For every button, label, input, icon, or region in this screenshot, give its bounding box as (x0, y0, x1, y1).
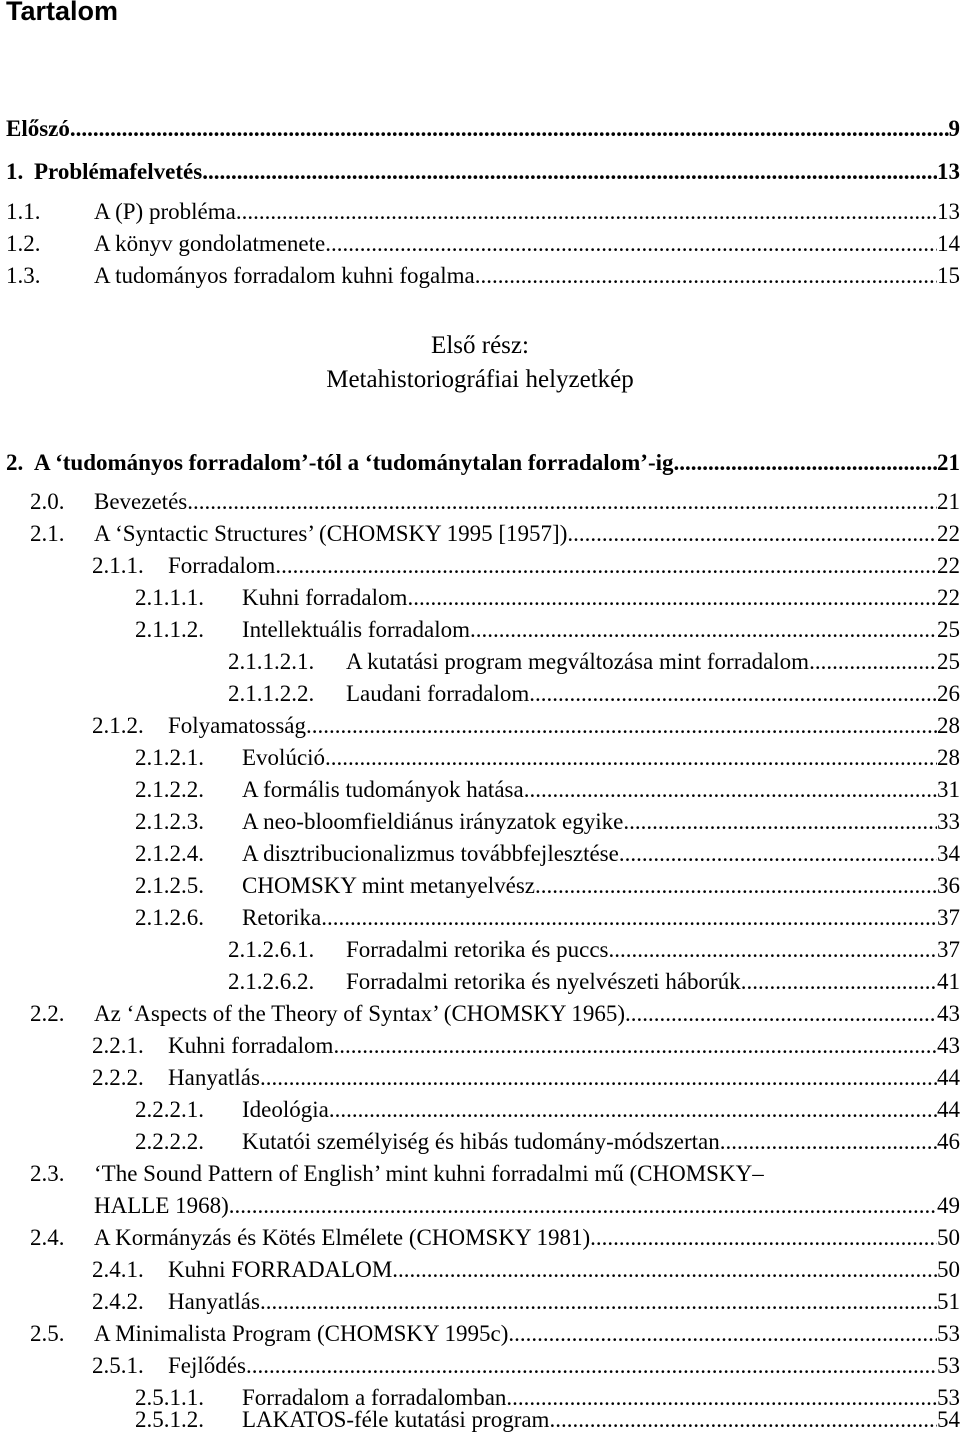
toc-entry-page: 21 (937, 450, 960, 475)
toc-entry[interactable] (135, 617, 960, 645)
toc-leader (70, 116, 949, 142)
toc-entry-page: 44 (937, 1097, 960, 1122)
toc-leader (623, 809, 937, 835)
toc-leader (529, 681, 937, 707)
toc-entry-page: 34 (937, 841, 960, 866)
part-title-line1: Első rész: (431, 332, 529, 359)
toc-leader (407, 585, 937, 611)
toc-entry-page: 53 (937, 1385, 960, 1410)
toc-entry-title: Bevezetés (94, 489, 188, 514)
toc-entry-number: 2.4.2. (92, 1289, 144, 1314)
toc-entry-number: 2.5.1.2. (135, 1407, 204, 1432)
toc-entry[interactable] (6, 199, 960, 227)
toc-entry-page: 28 (937, 745, 960, 770)
toc-entry[interactable] (135, 585, 960, 613)
toc-entry[interactable] (30, 1225, 960, 1253)
toc-entry-number: 2.2.2.1. (135, 1097, 204, 1122)
toc-entry-title: A (P) probléma (94, 199, 236, 224)
toc-entry-number: 2.4.1. (92, 1257, 144, 1282)
toc-entry-title: A Kormányzás és Kötés Elmélete (CHOMSKY 1981) (94, 1225, 591, 1250)
toc-leader (306, 713, 937, 739)
toc-entry-title: A Minimalista Program (CHOMSKY 1995c) (94, 1321, 509, 1346)
toc-entry-page: 53 (937, 1321, 960, 1346)
toc-entry-number: 2.1.2.6.1. (228, 937, 315, 962)
toc-entry-page: 25 (937, 649, 960, 674)
toc-entry-number: 1.3. (6, 263, 41, 288)
toc-entry-title: Forradalmi retorika és nyelvészeti háborúk (346, 969, 741, 994)
toc-entry[interactable] (92, 1353, 960, 1381)
toc-entry-number: 2.1. (30, 521, 65, 546)
toc-entry[interactable] (30, 489, 960, 517)
toc-entry-number: 2.2.1. (92, 1033, 144, 1058)
toc-leader (535, 873, 937, 899)
toc-entry-title: Kutatói személyiség és hibás tudomány-módszertan (242, 1129, 720, 1154)
toc-entry-page: 54 (937, 1407, 960, 1432)
toc-entry[interactable] (92, 1257, 960, 1285)
toc-entry-page: 22 (937, 553, 960, 578)
toc-heading: Tartalom (6, 0, 119, 26)
toc-leader (741, 969, 937, 995)
toc-leader (392, 1257, 937, 1283)
toc-entry-number: 2.0. (30, 489, 65, 514)
toc-leader (609, 937, 938, 963)
toc-entry[interactable] (30, 521, 960, 549)
toc-entry-number: 1.2. (6, 231, 41, 256)
toc-entry-number: 2. (6, 450, 24, 475)
toc-entry-page: 9 (948, 116, 960, 141)
toc-entry[interactable] (92, 553, 960, 581)
toc-entry-page: 37 (937, 937, 960, 962)
toc-entry[interactable] (228, 937, 960, 965)
toc-entry-page: 50 (937, 1257, 960, 1282)
toc-leader (720, 1129, 937, 1155)
toc-entry-number: 2.1.1.2. (135, 617, 204, 642)
toc-entry[interactable] (135, 873, 960, 901)
toc-entry-title: A ‘tudományos forradalom’-tól a ‘tudománytalan forradalom’-ig (34, 450, 674, 475)
toc-entry-title: Fejlődés (168, 1353, 246, 1378)
toc-entry-title: Kuhni forradalom (242, 585, 408, 610)
toc-entry-number: 2.1.2.3. (135, 809, 204, 834)
toc-leader (246, 1353, 937, 1379)
toc-leader (619, 841, 937, 867)
toc-entry-number: 2.1.2.5. (135, 873, 204, 898)
toc-entry-number: 2.5.1. (92, 1353, 144, 1378)
toc-entry-number: 2.1.1.2.1. (228, 649, 315, 674)
toc-entry[interactable] (228, 969, 960, 997)
toc-entry[interactable] (6, 159, 960, 187)
toc-entry-title: CHOMSKY mint metanyelvész (242, 873, 536, 898)
toc-entry-page: 33 (937, 809, 960, 834)
toc-entry-number: 2.1.1.1. (135, 585, 204, 610)
toc-entry-title: Folyamatosság (168, 713, 306, 738)
toc-entry[interactable] (6, 116, 960, 144)
toc-leader (229, 1193, 937, 1219)
toc-leader (590, 1225, 937, 1251)
toc-entry-number: 1.1. (6, 199, 41, 224)
toc-entry-title: Forradalom a forradalomban (242, 1385, 507, 1410)
toc-leader (236, 199, 937, 225)
toc-entry-number: 2.1.1.2.2. (228, 681, 315, 706)
toc-entry[interactable] (6, 263, 960, 291)
toc-entry[interactable] (135, 1097, 960, 1125)
toc-entry-page: 37 (937, 905, 960, 930)
toc-entry-number: 1. (6, 159, 24, 184)
toc-entry-page: 13 (937, 159, 960, 184)
toc-entry-page: 51 (937, 1289, 960, 1314)
toc-leader (625, 1001, 937, 1027)
toc-entry-page: 28 (937, 713, 960, 738)
toc-entry-title: A formális tudományok hatása (242, 777, 524, 802)
toc-entry-number: 2.1.2. (92, 713, 144, 738)
toc-leader (260, 1065, 937, 1091)
toc-entry[interactable] (135, 745, 960, 773)
toc-leader (524, 777, 937, 803)
toc-leader (333, 1033, 937, 1059)
toc-entry-title: Hanyatlás (168, 1289, 260, 1314)
toc-entry-number: 2.3. (30, 1161, 65, 1186)
toc-entry-title: LAKATOS-féle kutatási program (242, 1407, 550, 1432)
toc-entry[interactable] (135, 809, 960, 837)
toc-entry-page: 43 (937, 1001, 960, 1026)
toc-entry[interactable] (92, 1289, 960, 1317)
toc-leader (508, 1321, 937, 1347)
toc-entry-number: 2.1.2.6.2. (228, 969, 315, 994)
toc-leader (202, 159, 937, 185)
toc-entry-title: A könyv gondolatmenete (94, 231, 326, 256)
toc-entry-title: A neo-bloomfieldiánus irányzatok egyike (242, 809, 624, 834)
toc-leader (260, 1289, 937, 1315)
toc-entry-title: A kutatási program megváltozása mint forradalom (346, 649, 810, 674)
toc-leader (275, 553, 937, 579)
toc-entry-page: 36 (937, 873, 960, 898)
toc-entry-number: 2.2.2.2. (135, 1129, 204, 1154)
toc-entry-number: 2.4. (30, 1225, 65, 1250)
toc-entry-number: 2.1.2.1. (135, 745, 204, 770)
toc-entry[interactable] (228, 681, 960, 709)
toc-entry[interactable] (135, 1129, 960, 1157)
toc-entry-page: 21 (937, 489, 960, 514)
toc-leader (321, 905, 937, 931)
toc-entry-page: 44 (937, 1065, 960, 1090)
toc-leader (567, 521, 937, 547)
toc-entry-page: 15 (937, 263, 960, 288)
toc-entry-number: 2.5. (30, 1321, 65, 1346)
toc-entry[interactable] (6, 231, 960, 259)
toc-entry-page: 53 (937, 1353, 960, 1378)
toc-entry-number: 2.5.1.1. (135, 1385, 204, 1410)
toc-leader (187, 489, 937, 515)
toc-entry-title: Evolúció (242, 745, 326, 770)
toc-entry[interactable] (135, 841, 960, 869)
toc-entry-title: ‘The Sound Pattern of English’ mint kuhni forradalmi mű (CHOMSKY– (94, 1161, 764, 1186)
toc-entry-number: 2.2.2. (92, 1065, 144, 1090)
toc-entry[interactable] (135, 905, 960, 933)
part-title-line2: Metahistoriográfiai helyzetkép (326, 366, 634, 393)
toc-entry-title: A ‘Syntactic Structures’ (CHOMSKY 1995 [1957]) (94, 521, 568, 546)
toc-entry-number: 2.2. (30, 1001, 65, 1026)
toc-entry-page: 43 (937, 1033, 960, 1058)
toc-entry-title: Laudani forradalom (346, 681, 530, 706)
toc-leader (325, 745, 937, 771)
toc-entry-page: 49 (937, 1193, 960, 1218)
toc-entry[interactable] (6, 450, 960, 478)
toc-entry-title: Ideológia (242, 1097, 329, 1122)
toc-entry-number: 2.1.2.4. (135, 841, 204, 866)
toc-entry-title: Kuhni forradalom (168, 1033, 334, 1058)
toc-entry-page: 25 (937, 617, 960, 642)
toc-entry-page: 13 (937, 199, 960, 224)
toc-entry-page: 14 (937, 231, 960, 256)
toc-entry-title: Kuhni FORRADALOM (168, 1257, 393, 1282)
toc-entry-page: 31 (937, 777, 960, 802)
toc-entry-title: A disztribucionalizmus továbbfejlesztése (242, 841, 619, 866)
toc-entry-continuation[interactable] (94, 1193, 960, 1221)
toc-entry-title: Retorika (242, 905, 322, 930)
toc-entry-page: 50 (937, 1225, 960, 1250)
toc-entry[interactable] (30, 1001, 960, 1029)
toc-entry-title: Intellektuális forradalom (242, 617, 471, 642)
toc-entry-page: 22 (937, 585, 960, 610)
toc-leader (475, 263, 937, 289)
toc-entry-page: 26 (937, 681, 960, 706)
toc-leader (674, 450, 938, 476)
toc-entry[interactable] (92, 1065, 960, 1093)
toc-entry-title: Problémafelvetés (34, 159, 203, 184)
toc-entry[interactable] (92, 1033, 960, 1061)
toc-entry[interactable] (92, 713, 960, 741)
toc-entry[interactable] (30, 1161, 960, 1189)
toc-entry-title: Forradalmi retorika és puccs (346, 937, 609, 962)
toc-leader (470, 617, 937, 643)
toc-entry-title: HALLE 1968) (94, 1193, 229, 1218)
toc-leader (329, 1097, 937, 1123)
toc-entry-title: Előszó (6, 116, 70, 141)
toc-entry-title: Hanyatlás (168, 1065, 260, 1090)
toc-entry-title: A tudományos forradalom kuhni fogalma (94, 263, 475, 288)
toc-entry[interactable] (135, 1407, 960, 1435)
toc-entry-number: 2.1.2.6. (135, 905, 204, 930)
toc-entry[interactable] (30, 1321, 960, 1349)
toc-leader (809, 649, 937, 675)
toc-entry-title: Az ‘Aspects of the Theory of Syntax’ (CHOMSKY 1965) (94, 1001, 626, 1026)
toc-entry-page: 46 (937, 1129, 960, 1154)
toc-entry-number: 2.1.2.2. (135, 777, 204, 802)
toc-entry-title: Forradalom (168, 553, 276, 578)
toc-leader (549, 1407, 937, 1433)
toc-entry-page: 22 (937, 521, 960, 546)
toc-entry[interactable] (135, 777, 960, 805)
toc-entry[interactable] (228, 649, 960, 677)
toc-leader (325, 231, 937, 257)
toc-entry-number: 2.1.1. (92, 553, 144, 578)
toc-entry-page: 41 (937, 969, 960, 994)
